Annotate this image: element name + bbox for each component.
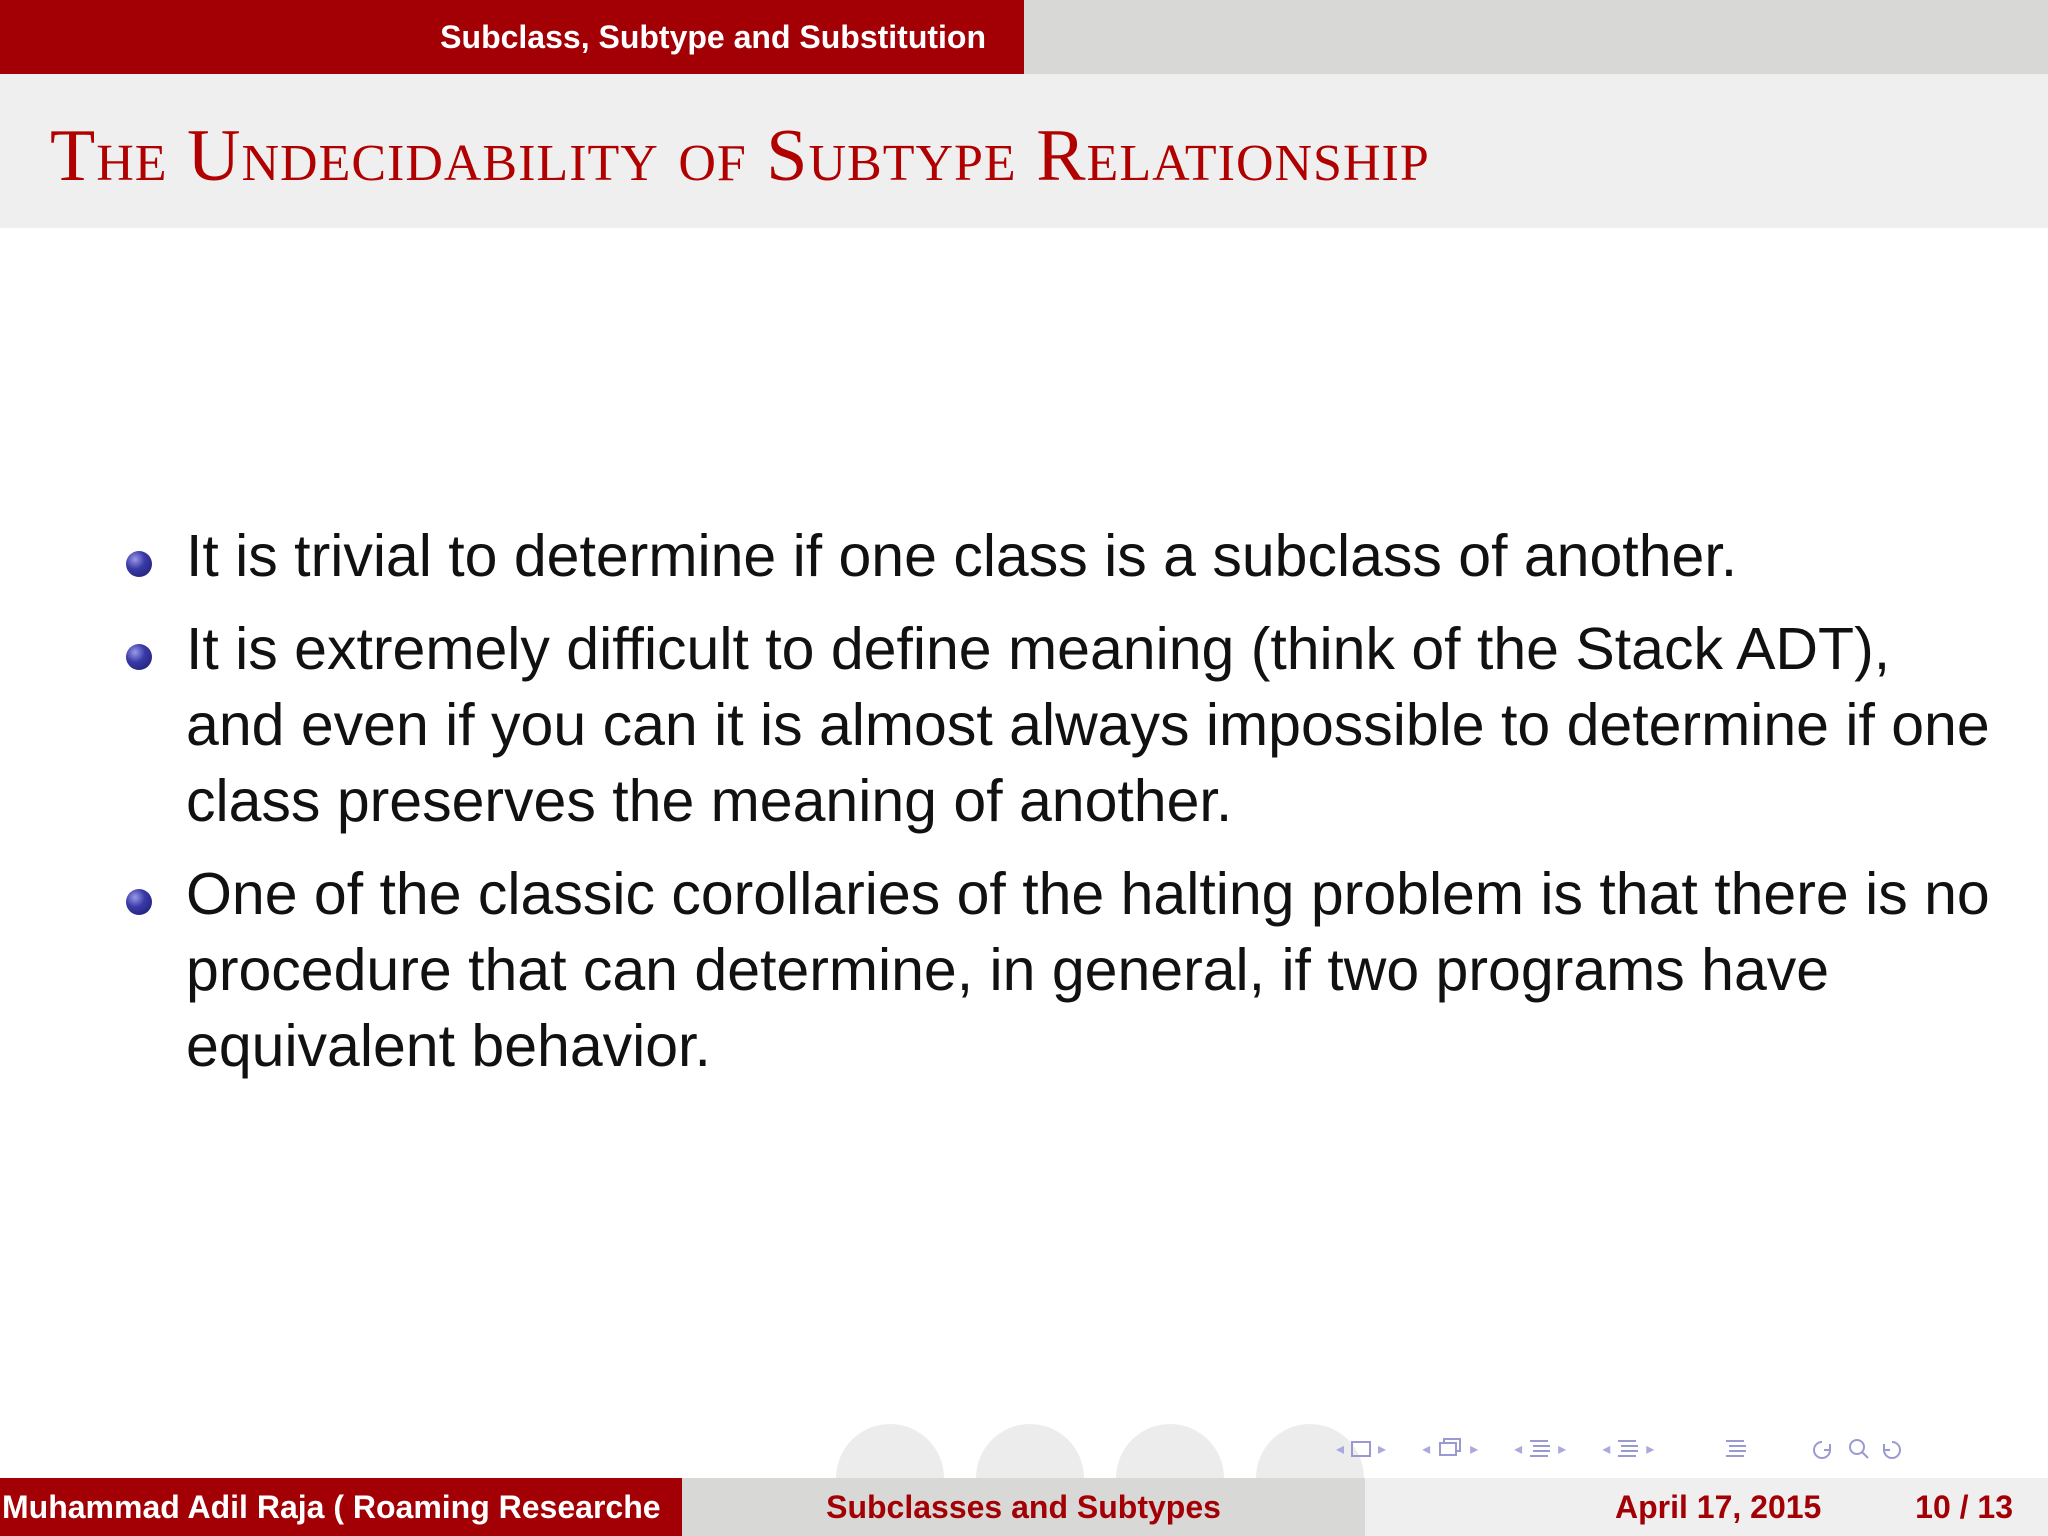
next-arrow-icon[interactable]: ▸ (1646, 1441, 1655, 1458)
prev-arrow-icon[interactable]: ◂ (1336, 1441, 1345, 1458)
footer-author[interactable]: Muhammad Adil Raja ( Roaming Researche (0, 1478, 682, 1536)
subsection-icon (1436, 1437, 1464, 1461)
document-icon (1616, 1438, 1640, 1460)
frame-title: The Undecidability of Subtype Relationship (50, 115, 1430, 197)
footer-date-page (1365, 1478, 2048, 1536)
list-item (120, 518, 2000, 594)
list-item (120, 856, 2000, 1084)
search-nav[interactable] (1812, 1436, 1902, 1462)
footer-bar (0, 1478, 2048, 1536)
section-title[interactable]: Subclass, Subtype and Substitution (0, 0, 1024, 74)
footer-short-title[interactable]: Subclasses and Subtypes (682, 1478, 1365, 1536)
bullet-icon (126, 889, 152, 915)
bullet-icon (126, 644, 152, 670)
section-icon (1528, 1438, 1552, 1460)
footer-date: April 17, 2015 (1615, 1488, 1822, 1525)
bullet-list (120, 518, 2000, 1101)
toc-nav[interactable] (1724, 1438, 1748, 1460)
header-bar (0, 0, 2048, 74)
prev-arrow-icon[interactable]: ◂ (1422, 1441, 1431, 1458)
frame-nav[interactable] (1330, 1439, 1392, 1459)
prev-arrow-icon[interactable]: ◂ (1602, 1441, 1611, 1458)
cc-license-watermark (830, 1418, 1390, 1478)
navigation-bar (1330, 1432, 1926, 1466)
section-nav[interactable] (1508, 1438, 1572, 1460)
subsection-list-nav[interactable] (1596, 1438, 1660, 1460)
page-number: 10 / 13 (1915, 1488, 2013, 1525)
frame-icon (1350, 1440, 1372, 1458)
next-arrow-icon[interactable]: ▸ (1558, 1441, 1567, 1458)
search-icon[interactable] (1812, 1436, 1902, 1462)
subsection-nav[interactable] (1416, 1437, 1484, 1461)
bullet-text: It is trivial to determine if one class is a subclass of another. (186, 523, 1738, 589)
next-arrow-icon[interactable]: ▸ (1470, 1441, 1479, 1458)
bullet-text: One of the classic corollaries of the halting problem is that there is no procedure that can determine, in general, if two programs have equivalent behavior. (186, 861, 1990, 1079)
list-item (120, 611, 2000, 839)
align-icon (1724, 1438, 1748, 1460)
header-right-band (1024, 0, 2048, 74)
bullet-icon (126, 551, 152, 577)
prev-arrow-icon[interactable]: ◂ (1514, 1441, 1523, 1458)
bullet-text: It is extremely difficult to define meaning (think of the Stack ADT), and even if you can it is almost always impossible to determine if one class preserves the meaning of another. (186, 616, 1990, 834)
next-arrow-icon[interactable]: ▸ (1378, 1441, 1387, 1458)
